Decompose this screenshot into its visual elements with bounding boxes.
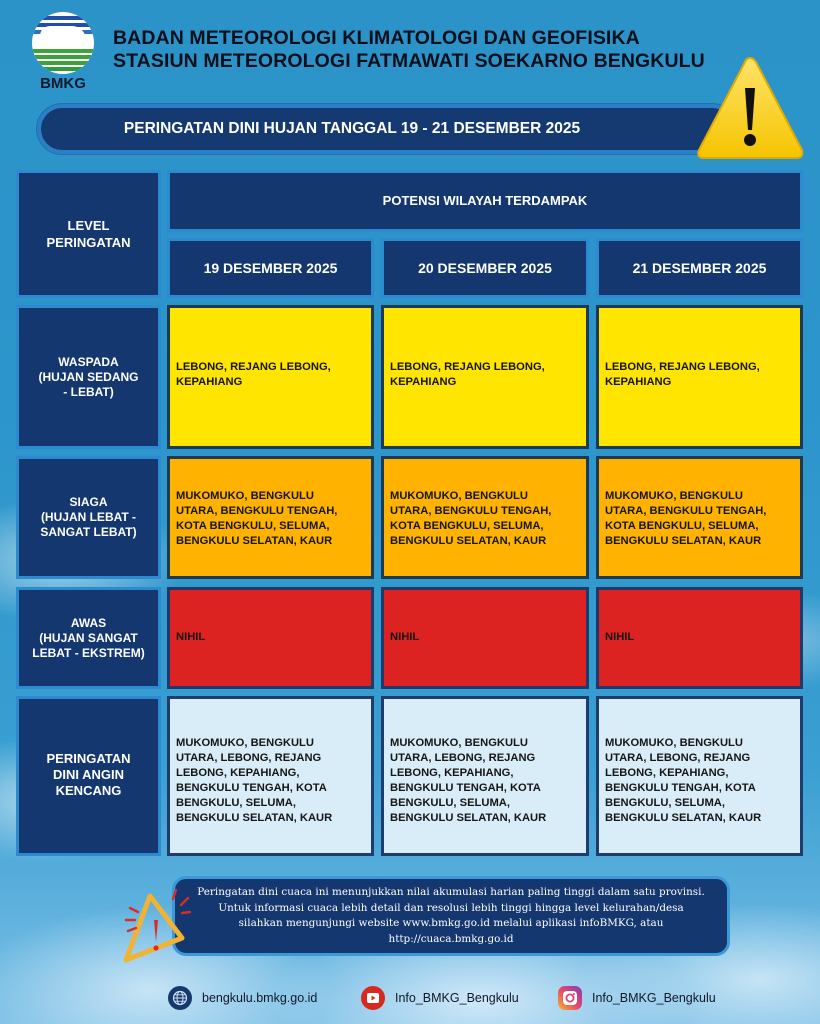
area-line: BENGKULU SELATAN, KAUR (605, 535, 762, 547)
level-label: (HUJAN SANGAT (39, 630, 138, 645)
note-line: silahkan mengunjungi website www.bmkg.go.id melalui aplikasi infoBMKG, atau (238, 917, 664, 929)
area-line: BENGKULU SELATAN, KAUR (605, 812, 762, 824)
area-line: LEBONG, REJANG LEBONG, (176, 361, 331, 373)
area-line: UTARA, LEBONG, REJANG (390, 752, 536, 764)
date-header-3 (596, 238, 803, 298)
level-label: DINI ANGIN (52, 767, 125, 782)
level-siaga (16, 456, 161, 579)
instagram-link[interactable] (558, 986, 716, 1010)
bmkg-logo (32, 12, 94, 92)
area-line: BENGKULU SELATAN, KAUR (176, 812, 333, 824)
instagram-icon (558, 986, 582, 1010)
organization-title (113, 27, 705, 73)
level-label: KENCANG (55, 783, 122, 798)
area-line: BENGKULU TENGAH, KOTA (390, 782, 541, 794)
title-banner (37, 104, 737, 154)
area-line: UTARA, BENGKULU TENGAH, (390, 505, 552, 517)
area-line: BENGKULU TENGAH, KOTA (176, 782, 327, 794)
area-line: MUKOMUKO, BENGKULU (605, 490, 743, 502)
level-label: SANGAT LEBAT) (40, 525, 137, 539)
level-waspada (16, 305, 161, 449)
waspada-cell-20 (381, 305, 589, 449)
area-line: MUKOMUKO, BENGKULU (390, 737, 528, 749)
level-label: (HUJAN SEDANG (38, 369, 139, 384)
area-line: LEBONG, REJANG LEBONG, (390, 361, 545, 373)
level-wind-warning (16, 696, 161, 856)
region-header-text: POTENSI WILAYAH TERDAMPAK (382, 193, 588, 208)
area-line: UTARA, BENGKULU TENGAH, (605, 505, 767, 517)
area-line: KOTA BENGKULU, SELUMA, (390, 520, 544, 532)
area-line: MUKOMUKO, BENGKULU (605, 737, 743, 749)
area-line: NIHIL (390, 631, 420, 643)
area-line: UTARA, LEBONG, REJANG (176, 752, 322, 764)
date-header-text: 20 DESEMBER 2025 (418, 260, 552, 276)
waspada-cell-21 (596, 305, 803, 449)
level-header-line: LEVEL (67, 218, 110, 233)
bmkg-logo-emblem (32, 12, 94, 74)
level-awas (16, 587, 161, 689)
logo-text: BMKG (40, 75, 86, 92)
area-line: KEPAHIANG (605, 376, 672, 388)
awas-cell-21 (596, 587, 803, 689)
area-line: LEBONG, KEPAHIANG, (605, 767, 729, 779)
area-line: BENGKULU TENGAH, KOTA (605, 782, 756, 794)
region-header (167, 170, 803, 232)
caution-triangle-icon (118, 886, 214, 966)
area-line: KOTA BENGKULU, SELUMA, (605, 520, 759, 532)
area-line: LEBONG, REJANG LEBONG, (605, 361, 760, 373)
wind-cell-19 (167, 696, 374, 856)
level-header-line: PERINGATAN (46, 235, 131, 250)
area-line: MUKOMUKO, BENGKULU (176, 490, 314, 502)
area-line: NIHIL (176, 631, 206, 643)
youtube-icon (361, 986, 385, 1010)
level-label: - LEBAT) (63, 384, 114, 399)
awas-cell-20 (381, 587, 589, 689)
website-label: bengkulu.bmkg.go.id (202, 991, 318, 1005)
area-line: KOTA BENGKULU, SELUMA, (176, 520, 330, 532)
date-header-2 (381, 238, 589, 298)
area-line: NIHIL (605, 631, 635, 643)
note-line: Untuk informasi cuaca lebih detail dan resolusi lebih tinggi hingga level kelurahan/desa (218, 901, 684, 914)
awas-cell-19 (167, 587, 374, 689)
level-label: PERINGATAN (46, 751, 131, 766)
disclaimer-note (172, 876, 730, 956)
youtube-link[interactable] (361, 986, 519, 1010)
level-label: LEBAT - EKSTREM) (32, 645, 145, 660)
area-line: LEBONG, KEPAHIANG, (176, 767, 300, 779)
organization-line-2: STASIUN METEOROLOGI FATMAWATI SOEKARNO BENGKULU (113, 50, 705, 72)
date-header-text: 19 DESEMBER 2025 (203, 260, 338, 276)
area-line: BENGKULU SELATAN, KAUR (390, 535, 547, 547)
area-line: UTARA, LEBONG, REJANG (605, 752, 751, 764)
area-line: BENGKULU SELATAN, KAUR (176, 535, 333, 547)
note-line: http://cuaca.bmkg.go.id (388, 932, 514, 945)
area-line: BENGKULU, SELUMA, (176, 797, 296, 809)
area-line: KEPAHIANG (390, 376, 457, 388)
waspada-cell-19 (167, 305, 374, 449)
wind-cell-21 (596, 696, 803, 856)
area-line: BENGKULU, SELUMA, (390, 797, 510, 809)
area-line: BENGKULU SELATAN, KAUR (390, 812, 547, 824)
area-line: MUKOMUKO, BENGKULU (176, 737, 314, 749)
area-line: MUKOMUKO, BENGKULU (390, 490, 528, 502)
level-header (16, 170, 161, 298)
level-label: (HUJAN LEBAT - (40, 510, 137, 524)
area-line: KEPAHIANG (176, 376, 243, 388)
level-label: AWAS (70, 615, 107, 630)
youtube-label: Info_BMKG_Bengkulu (395, 991, 519, 1005)
globe-icon (168, 986, 192, 1010)
website-link[interactable] (168, 986, 317, 1010)
date-header-text: 21 DESEMBER 2025 (632, 260, 767, 276)
level-label: WASPADA (58, 354, 119, 369)
note-line: Peringatan dini cuaca ini menunjukkan nilai akumulasi harian paling tinggi dalam satu provinsi. (197, 886, 705, 898)
date-header-1 (167, 238, 374, 298)
wind-cell-20 (381, 696, 589, 856)
siaga-cell-19 (167, 456, 374, 579)
area-line: LEBONG, KEPAHIANG, (390, 767, 514, 779)
organization-line-1: BADAN METEOROLOGI KLIMATOLOGI DAN GEOFISIKA (113, 27, 640, 49)
siaga-cell-20 (381, 456, 589, 579)
siaga-cell-21 (596, 456, 803, 579)
area-line: BENGKULU, SELUMA, (605, 797, 725, 809)
instagram-label: Info_BMKG_Bengkulu (592, 991, 716, 1005)
area-line: UTARA, BENGKULU TENGAH, (176, 505, 338, 517)
warning-triangle-icon (694, 52, 806, 164)
level-label: SIAGA (69, 495, 108, 509)
banner-title: PERINGATAN DINI HUJAN TANGGAL 19 - 21 DESEMBER 2025 (123, 120, 581, 137)
